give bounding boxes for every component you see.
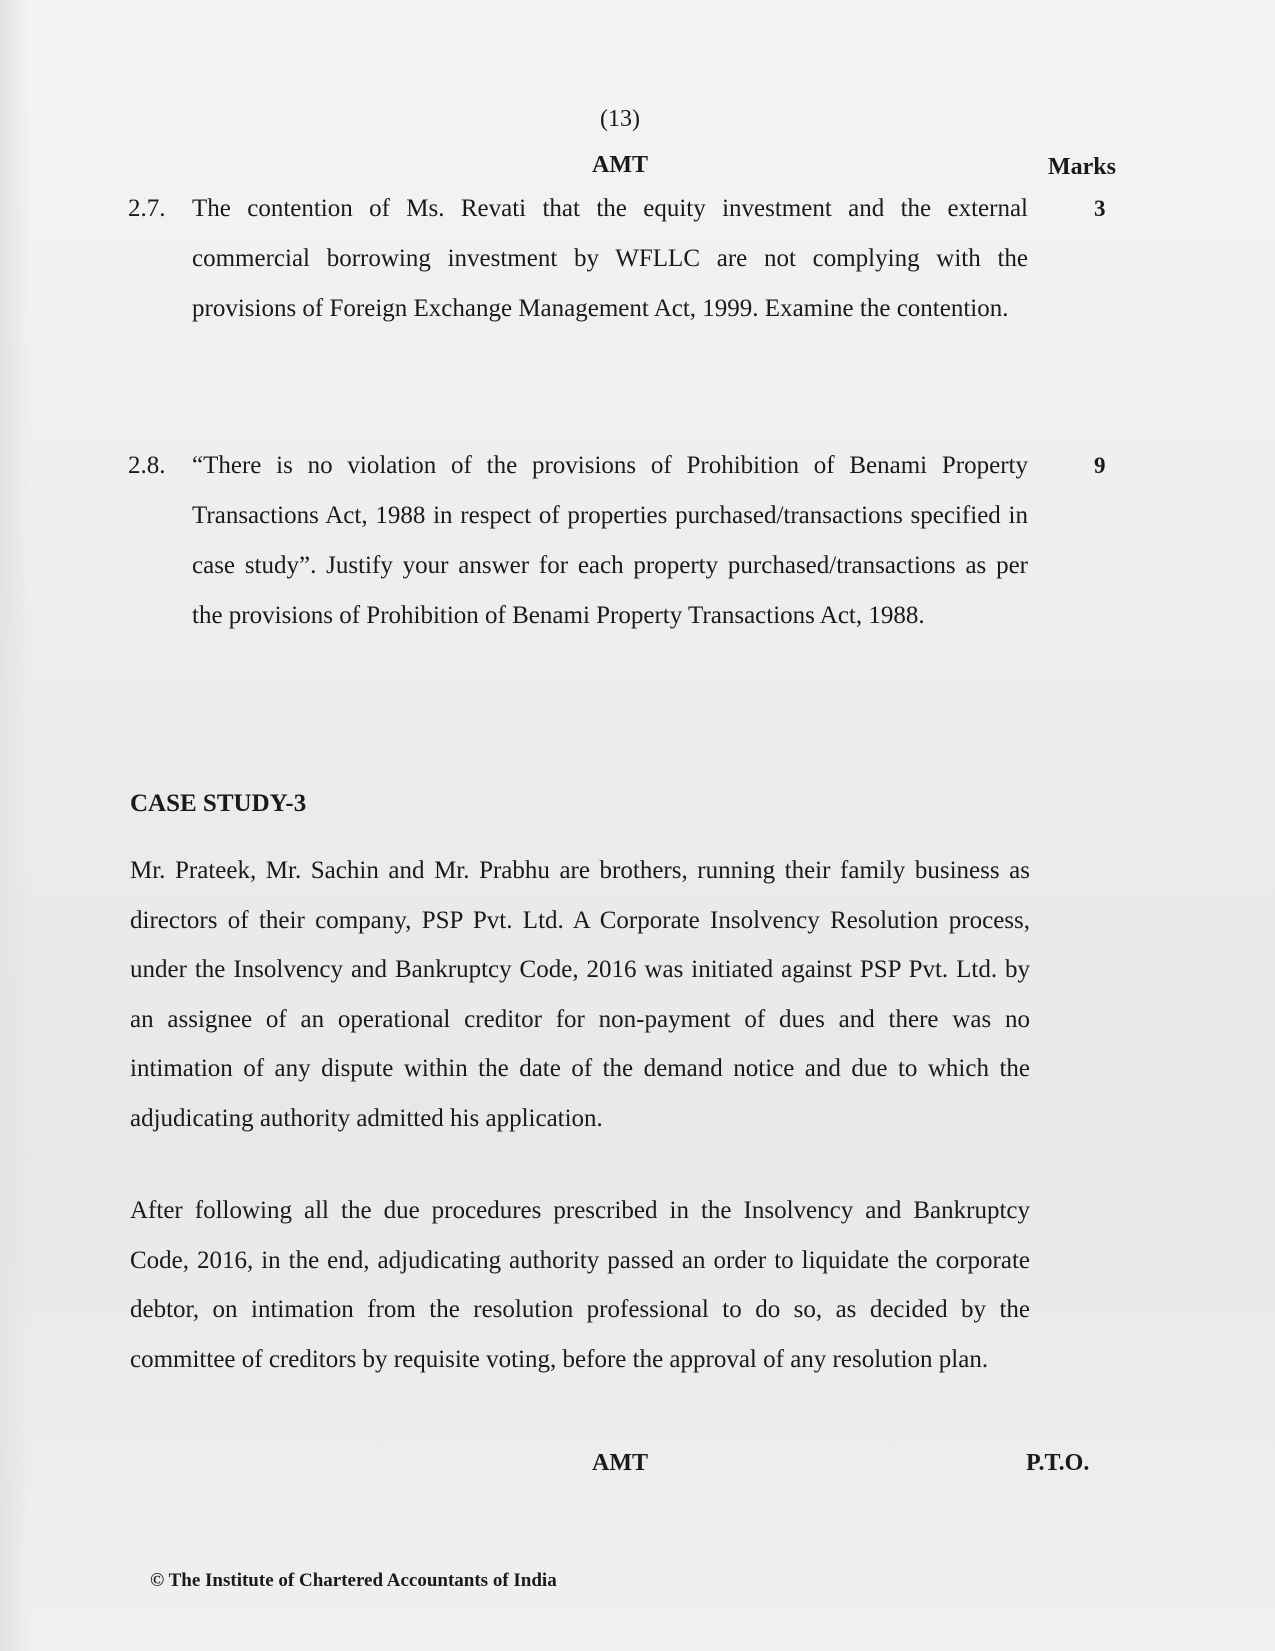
question-marks: 9 bbox=[1094, 453, 1106, 478]
question-2-8 bbox=[128, 441, 1106, 641]
question-number: 2.7. bbox=[128, 195, 166, 222]
case-study-title: CASE STUDY-3 bbox=[130, 790, 307, 817]
header-paper-code: AMT bbox=[592, 152, 648, 178]
page-number: (13) bbox=[600, 106, 640, 132]
footer-paper-code: AMT bbox=[592, 1450, 648, 1476]
case-study-paragraph: Mr. Prateek, Mr. Sachin and Mr. Prabhu are brothers, running their family business as directors of their company, PSP Pvt. Ltd. A Corporate Insolvency Resolution process, under the Insolvency and Bankruptcy Code, 2016 was initiated against PSP Pvt. Ltd. by an assignee of an operational creditor for non-payment of dues and there was no intimation of any dispute within the date of the demand notice and due to which the adjudicating authority admitted his application. bbox=[130, 857, 1030, 1132]
question-text: The contention of Ms. Revati that the equity investment and the external commercial borrowing investment by WFLLC are not complying with the provisions of Foreign Exchange Management Act, 1999. Examine the contention. bbox=[192, 195, 1028, 322]
please-turn-over: P.T.O. bbox=[1026, 1450, 1090, 1476]
question-marks: 3 bbox=[1094, 196, 1106, 221]
question-text: “There is no violation of the provisions of Prohibition of Benami Property Transactions Act, 1988 in respect of properties purchased/transactions specified in case study”. Justify your answer for each property purchased/transactions as per the provisions of Prohibition of Benami Property Transactions Act, 1988. bbox=[192, 452, 1028, 629]
copyright-notice: © The Institute of Chartered Accountants of India bbox=[150, 1570, 557, 1591]
case-study-paragraph: After following all the due procedures prescribed in the Insolvency and Bankruptcy Code, 2016, in the end, adjudicating authority passed an order to liquidate the corporate debtor, on intimation from the resolution professional to do so, as decided by the committee of creditors by requisite voting, before the approval of any resolution plan. bbox=[130, 1197, 1030, 1373]
question-2-7 bbox=[128, 184, 1106, 334]
page-edge-shadow bbox=[0, 0, 30, 1651]
marks-column-heading: Marks bbox=[1048, 154, 1116, 180]
question-number: 2.8. bbox=[128, 452, 166, 479]
